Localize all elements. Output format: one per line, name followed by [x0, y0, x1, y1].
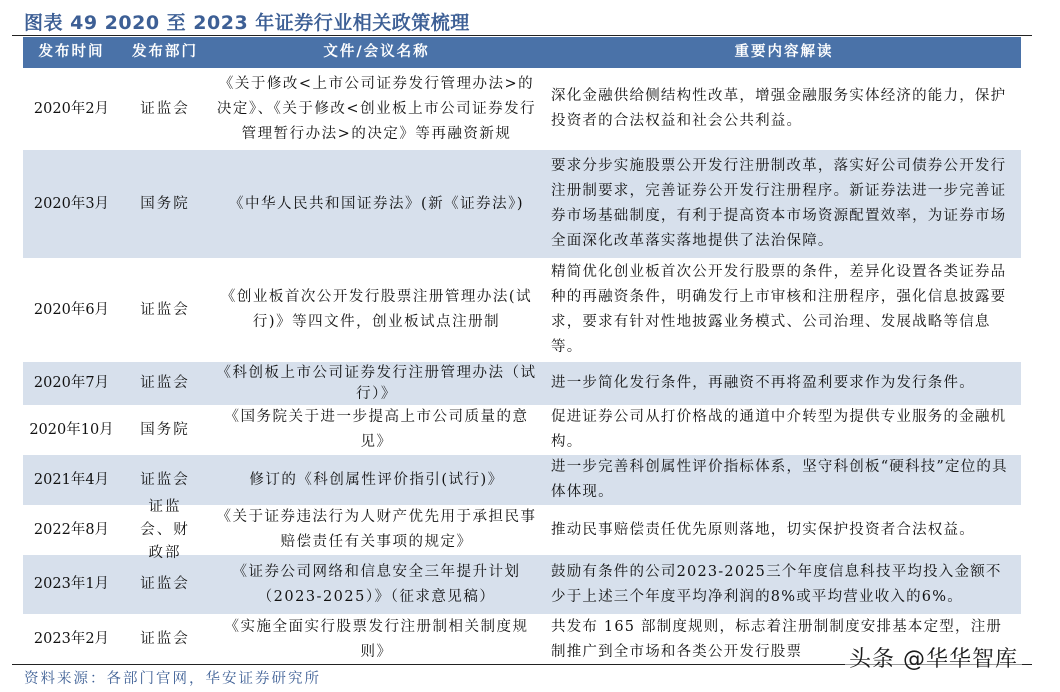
row-doc: 修订的《科创属性评价指引(试行)》 — [249, 471, 504, 488]
watermark: 头条 @华华智库 — [845, 642, 1022, 673]
row-doc: 《关于证券违法行为人财产优先用于承担民事赔偿责任有关事项的规定》 — [216, 509, 537, 550]
row-doc: 《关于修改<上市公司证券发行管理办法>的决定》、《关于修改<创业板上市公司证券发行管理暂行办法>的决定》等再融资新规 — [216, 75, 537, 142]
row-doc: 《中华人民共和国证券法》(新《证券法》) — [228, 195, 525, 212]
row-date: 2023年1月 — [33, 576, 110, 592]
row-content: 促进证券公司从打价格战的通道中介转型为提供专业服务的金融机构。 — [551, 409, 1007, 450]
row-doc: 《国务院关于进一步提高上市公司质量的意见》 — [224, 409, 529, 450]
row-doc: 《实施全面实行股票发行注册制相关制度规则》 — [224, 618, 529, 660]
row-dept: 证监会、财政部 — [140, 498, 190, 561]
table-row — [23, 362, 1021, 405]
row-dept: 证监会 — [140, 471, 190, 488]
header-doc: 文件/会议名称 — [323, 44, 430, 60]
row-content: 共发布 165 部制度规则，标志着注册制制度安排基本定型，注册制推广到全市场和各类公开发行股票 — [551, 618, 1003, 660]
row-content: 进一步完善科创属性评价指标体系，坚守科创板“硬科技”定位的具体体现。 — [551, 459, 1008, 500]
row-content: 进一步简化发行条件，再融资不再将盈利要求作为发行条件。 — [551, 375, 975, 391]
row-content: 要求分步实施股票公开发行注册制改革，落实好公司债券公开发行注册制要求，完善证券公开发行注册程序。新证券法进一步完善证券市场基础制度，有利于提高资本市场资源配置效率，为证券市场全面深化改革落实落地提供了法治保障。 — [551, 158, 1007, 249]
row-date: 2020年10月 — [29, 421, 114, 438]
header-date: 发布时间 — [38, 44, 105, 60]
row-dept: 证监会 — [140, 576, 190, 592]
table-row — [23, 258, 1021, 362]
row-content: 精简优化创业板首次公开发行股票的条件，差异化设置各类证券品种的再融资条件，明确发行上市审核和注册程序，强化信息披露要求，要求有针对性地披露业务模式、公司治理、发展战略等信息等。 — [551, 264, 1007, 355]
row-date: 2020年7月 — [33, 375, 110, 391]
table-row — [23, 150, 1021, 258]
table-row — [23, 498, 1021, 561]
table-header — [23, 37, 1021, 68]
row-dept: 证监会 — [140, 301, 190, 318]
top-rule — [12, 35, 1032, 36]
table-row — [23, 68, 1021, 150]
header-content: 重要内容解读 — [734, 44, 834, 60]
row-doc: 《创业板首次公开发行股票注册管理办法(试行)》等四文件，创业板试点注册制 — [220, 289, 533, 330]
row-date: 2020年6月 — [33, 301, 110, 318]
row-dept: 证监会 — [140, 631, 190, 647]
row-date: 2020年3月 — [33, 195, 110, 212]
row-date: 2022年8月 — [33, 521, 110, 538]
table-row — [23, 405, 1021, 455]
row-content: 推动民事赔偿责任优先原则落地，切实保护投资者合法权益。 — [551, 521, 975, 538]
row-date: 2020年2月 — [33, 100, 110, 117]
row-doc: 《证券公司网络和信息安全三年提升计划（2023-2025）》（征求意见稿） — [232, 563, 521, 605]
row-dept: 国务院 — [140, 195, 190, 212]
row-date: 2021年4月 — [33, 471, 110, 488]
row-dept: 证监会 — [140, 375, 190, 391]
source-note: 资料来源：各部门官网，华安证券研究所 — [24, 671, 321, 687]
header-dept: 发布部门 — [132, 44, 198, 60]
row-doc: 《科创板上市公司证券发行注册管理办法（试行）》 — [216, 364, 537, 402]
policy-table — [23, 37, 1021, 665]
row-content: 鼓励有条件的公司2023-2025三个年度信息科技平均投入金额不少于上述三个年度平均净利润的8%或平均营业收入的6%。 — [551, 563, 1002, 605]
row-dept: 证监会 — [140, 100, 190, 117]
row-dept: 国务院 — [140, 421, 190, 438]
row-date: 2023年2月 — [33, 631, 110, 647]
figure-title: 图表 49 2020 至 2023 年证券行业相关政策梳理 — [24, 12, 470, 34]
row-content: 深化金融供给侧结构性改革，增强金融服务实体经济的能力，保护投资者的合法权益和社会公共利益。 — [551, 88, 1007, 129]
